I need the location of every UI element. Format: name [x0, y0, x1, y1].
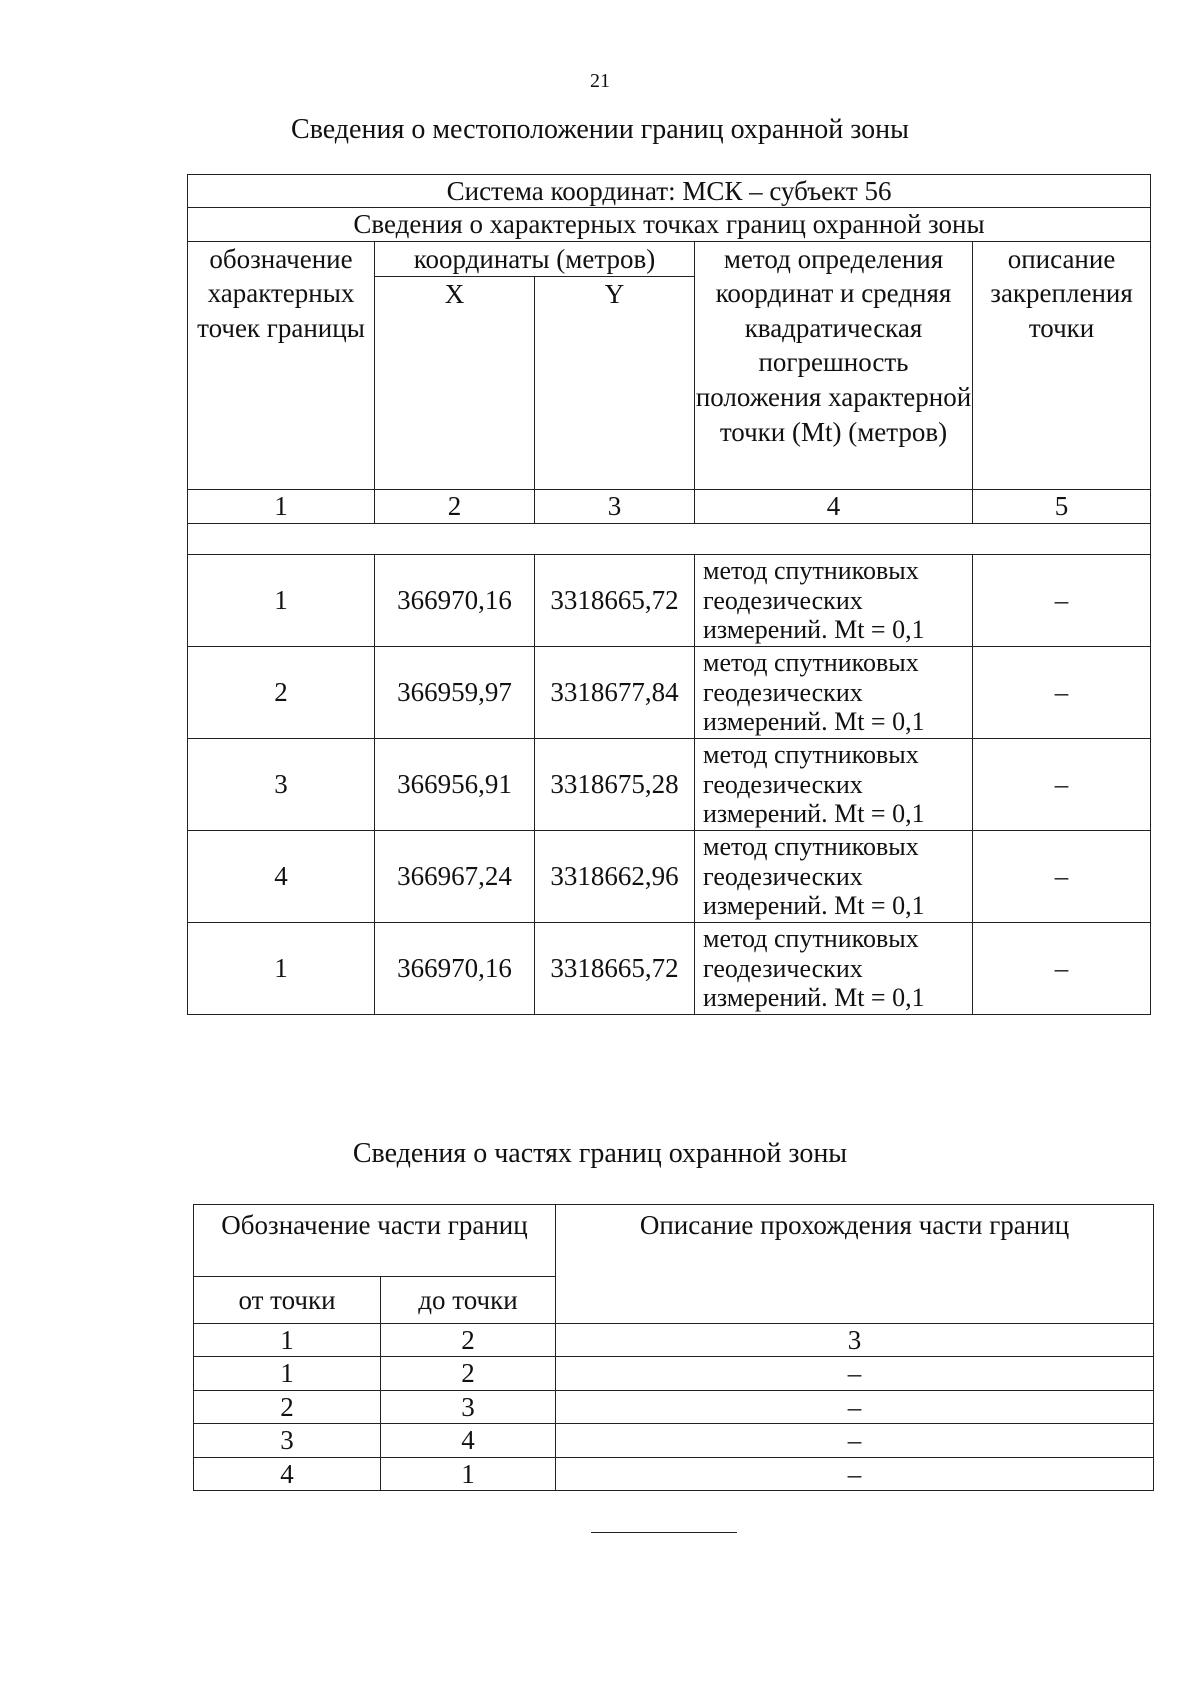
- section-title-boundary-location: Сведения о местоположении границ охранной зоны: [291, 114, 909, 145]
- part-description: –: [556, 1424, 1154, 1457]
- header-coordinates-label: координаты (метров): [374, 242, 695, 278]
- to-point: 3: [381, 1390, 556, 1423]
- y-coordinate: 3318665,72: [535, 554, 695, 646]
- header-designation: обозначение характерных точек границы: [188, 241, 375, 490]
- from-point: 3: [194, 1424, 381, 1457]
- x-coordinate: 366959,97: [375, 646, 535, 738]
- section-title-boundary-parts: Сведения о частях границ охранной зоны: [352, 1138, 848, 1169]
- table-row: [188, 830, 1151, 922]
- from-point: 4: [194, 1457, 381, 1490]
- table-row: [188, 646, 1151, 738]
- header-x: X: [375, 277, 535, 489]
- coordinate-system-cell: Система координат: МСК – субъект 56: [188, 175, 1151, 208]
- table-row: [194, 1424, 1154, 1457]
- y-coordinate: 3318675,28: [535, 738, 695, 830]
- x-coordinate: 366956,91: [375, 738, 535, 830]
- from-point: 1: [194, 1357, 381, 1390]
- y-coordinate: 3318662,96: [535, 830, 695, 922]
- x-coordinate: 366967,24: [375, 830, 535, 922]
- to-point: 4: [381, 1424, 556, 1457]
- x-coordinate: 366970,16: [375, 554, 535, 646]
- header-part-description: Описание прохождения части границ: [556, 1205, 1154, 1324]
- y-coordinate: 3318665,72: [535, 922, 695, 1014]
- x-coordinate: 366970,16: [375, 922, 535, 1014]
- header-y: Y: [604, 279, 625, 310]
- column-number: 1: [188, 490, 375, 523]
- point-number: 1: [188, 922, 375, 1014]
- characteristic-points-table: [187, 174, 1151, 1015]
- column-number: 2: [375, 490, 535, 523]
- header-from-point: от точки: [194, 1277, 381, 1324]
- point-number: 3: [188, 738, 375, 830]
- header-to-point: до точки: [381, 1277, 556, 1324]
- header-description: описание закрепления точки: [973, 241, 1151, 490]
- page-number: 21: [590, 70, 610, 92]
- table-row: [194, 1390, 1154, 1423]
- table-row: [194, 1457, 1154, 1490]
- table-row: [188, 738, 1151, 830]
- method: метод спутниковых геодезических измерений. Mt = 0,1: [695, 554, 973, 646]
- fixing-description: –: [973, 922, 1151, 1014]
- header-method: метод определения координат и средняя квадратическая погрешность положения характерной точки (Mt) (метров): [695, 241, 973, 490]
- method: метод спутниковых геодезических измерений. Mt = 0,1: [695, 738, 973, 830]
- points-subtitle-cell: Сведения о характерных точках границ охранной зоны: [188, 208, 1151, 241]
- column-number: 2: [381, 1324, 556, 1357]
- fixing-description: –: [973, 646, 1151, 738]
- column-number: 4: [695, 490, 973, 523]
- to-point: 1: [381, 1457, 556, 1490]
- part-description: –: [556, 1357, 1154, 1390]
- part-description: –: [556, 1457, 1154, 1490]
- column-number: 3: [556, 1324, 1154, 1357]
- empty-row: [188, 523, 1151, 554]
- header-part-designation: Обозначение части границ: [194, 1205, 556, 1277]
- header-coordinates: [375, 241, 695, 490]
- from-point: 2: [194, 1390, 381, 1423]
- point-number: 1: [188, 554, 375, 646]
- table-row: [188, 922, 1151, 1014]
- point-number: 2: [188, 646, 375, 738]
- table-row: [194, 1357, 1154, 1390]
- method: метод спутниковых геодезических измерений. Mt = 0,1: [695, 646, 973, 738]
- boundary-parts-table: [193, 1204, 1154, 1491]
- table-row: [188, 554, 1151, 646]
- fixing-description: –: [973, 830, 1151, 922]
- column-number: 1: [194, 1324, 381, 1357]
- method: метод спутниковых геодезических измерений. Mt = 0,1: [695, 830, 973, 922]
- point-number: 4: [188, 830, 375, 922]
- column-number: 3: [535, 490, 695, 523]
- end-separator-line: [591, 1532, 737, 1533]
- column-number: 5: [973, 490, 1151, 523]
- part-description: –: [556, 1390, 1154, 1423]
- y-coordinate: 3318677,84: [535, 646, 695, 738]
- fixing-description: –: [973, 554, 1151, 646]
- method: метод спутниковых геодезических измерений. Mt = 0,1: [695, 922, 973, 1014]
- to-point: 2: [381, 1357, 556, 1390]
- fixing-description: –: [973, 738, 1151, 830]
